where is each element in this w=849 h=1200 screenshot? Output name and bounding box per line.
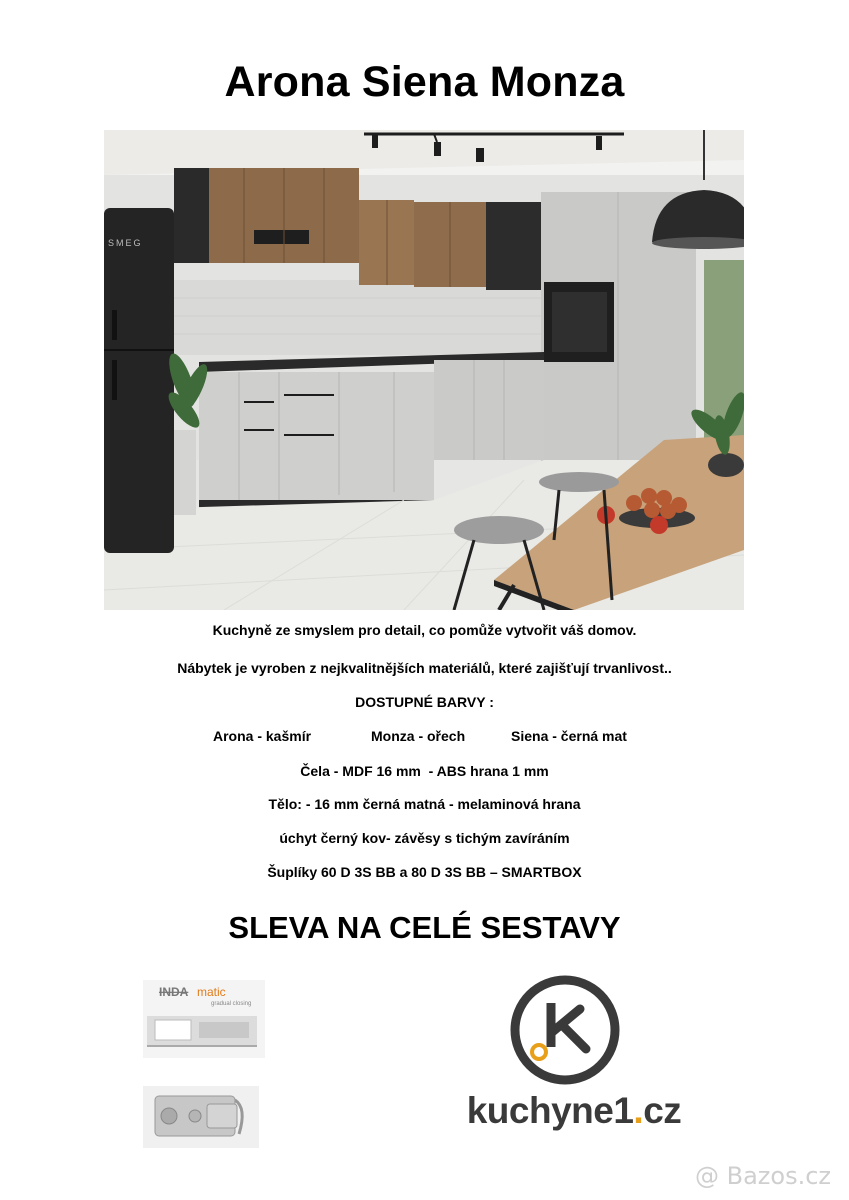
- colors-heading: DOSTUPNÉ BARVY :: [355, 694, 494, 710]
- spec-line: Čela - MDF 16 mm - ABS hrana 1 mm: [300, 763, 549, 779]
- brand-tld: cz: [643, 1090, 682, 1131]
- spec-line: Šuplíky 60 D 3S BB a 80 D 3S BB – SMARTBOX: [267, 864, 582, 880]
- brand-dot: .: [633, 1090, 644, 1131]
- color-item: Siena - černá mat: [511, 728, 627, 744]
- color-item: Arona - kašmír: [213, 728, 312, 744]
- brand-name: kuchyne1: [466, 1090, 634, 1131]
- fridge-brand-label: SMEG: [108, 238, 143, 248]
- hardware-brand-sub: gradual closing: [211, 1001, 252, 1007]
- hardware-images: [107, 958, 297, 1168]
- hardware-brand-strike: INDA: [159, 985, 189, 999]
- bazos-watermark: @ Bazos.cz: [694, 1162, 831, 1190]
- page-title: Arona Siena Monza: [224, 58, 625, 106]
- description-line: Kuchyně ze smyslem pro detail, co pomůže vytvořit váš domov.: [212, 622, 637, 638]
- sale-heading: SLEVA NA CELÉ SESTAVY: [228, 910, 621, 945]
- hardware-brand-rest: matic: [197, 985, 226, 999]
- description-line: Nábytek je vyroben z nejkvalitnějších materiálů, které zajišťují trvanlivost..: [177, 660, 672, 676]
- kitchen-photo: [104, 130, 744, 610]
- spec-line: úchyt černý kov- závěsy s tichým zavíráním: [279, 830, 570, 846]
- color-item: Monza - ořech: [371, 728, 466, 744]
- spec-line: Tělo: - 16 mm černá matná - melaminová hrana: [268, 796, 581, 812]
- brand-wordmark: [454, 1090, 694, 1132]
